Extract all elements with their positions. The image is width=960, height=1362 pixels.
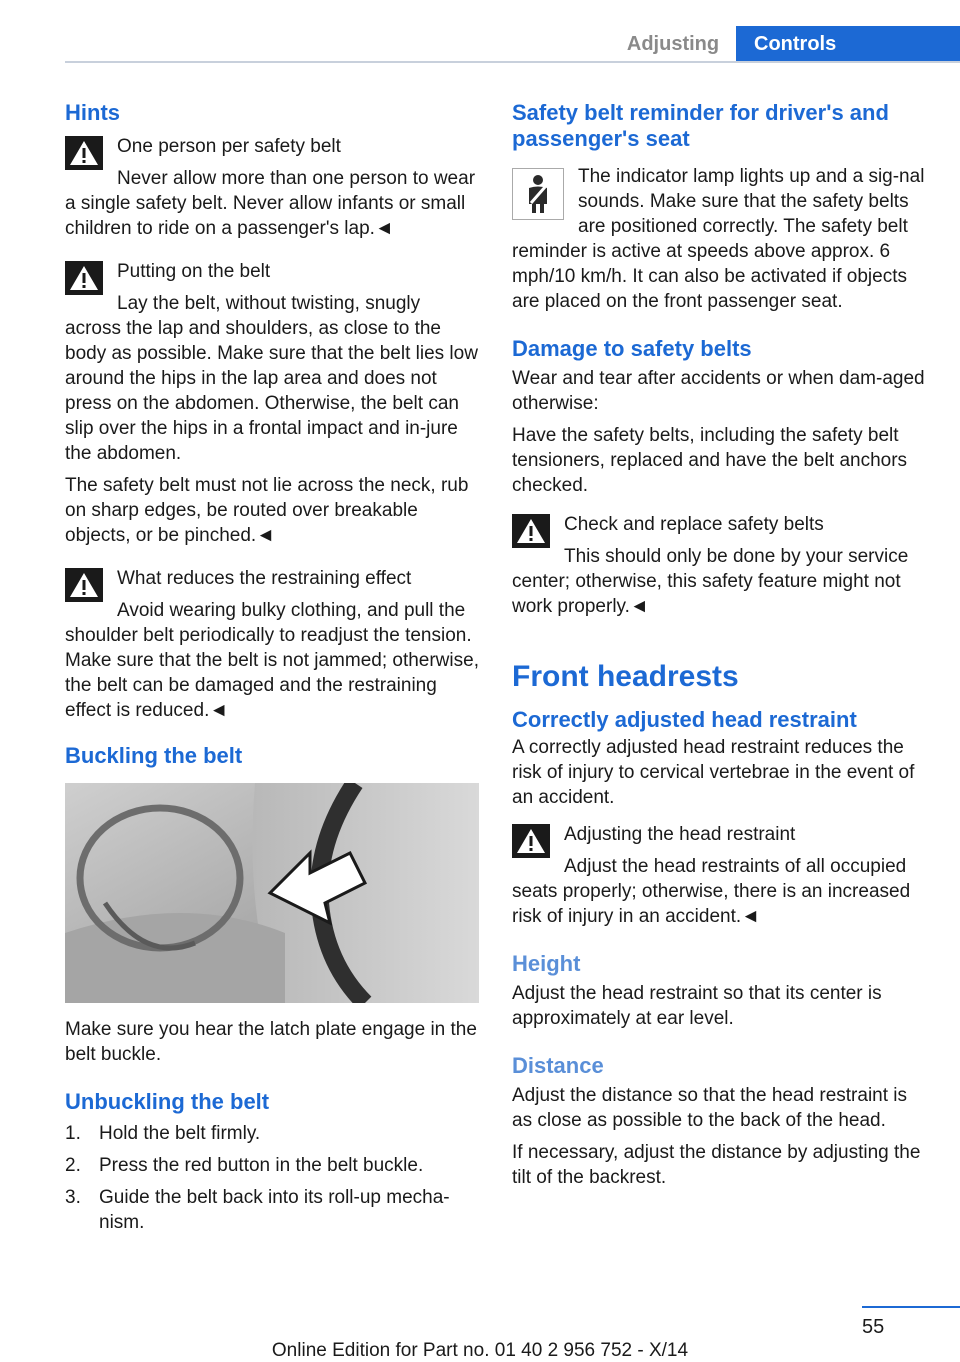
right-column [512, 100, 928, 1190]
warning-text: Never allow more than one person to wear a single safety belt. Never allow infants or small children to ride on a passenger's lap.◄ [65, 168, 476, 239]
warning-text: This should only be done by your service center; otherwise, this safety feature might not work properly.◄ [512, 546, 909, 617]
height-text: Adjust the head restraint so that its center is approximately at ear level. [512, 983, 882, 1029]
warning-title: Putting on the belt [117, 261, 271, 282]
step-text: Hold the belt firmly. [99, 1123, 261, 1144]
seat-belt-photo [65, 783, 479, 1003]
unbuckling-steps [65, 1121, 479, 1235]
warning-triangle-icon [65, 136, 103, 170]
reminder-heading: Safety belt reminder for driver's and passenger's seat [512, 100, 889, 151]
list-item [65, 1153, 479, 1178]
seatbelt-indicator-icon [512, 168, 564, 220]
warning-text-continued: The safety belt must not lie across the neck, rub on sharp edges, be routed over breakable objects, or be pinched.◄ [65, 475, 469, 546]
warning-restraining-effect [65, 566, 479, 723]
edition-footer: Online Edition for Part no. 01 40 2 956 752 - X/14 [271, 1340, 689, 1361]
reminder-block [512, 164, 928, 314]
distance-heading: Distance [512, 1053, 604, 1078]
unbuckling-heading: Unbuckling the belt [65, 1089, 270, 1114]
reminder-text: The indicator lamp lights up and a sig‐nal sounds. Make sure that the safety belts are positioned correctly. The safety belt reminder is active at speeds above approx. 6 mph/10 km/h. It can also be activated if objects are placed on the front passenger seat. [512, 166, 925, 312]
warning-triangle-icon [65, 261, 103, 295]
step-number: 2. [65, 1155, 81, 1176]
step-text: Guide the belt back into its roll-up mecha‐nism. [99, 1187, 450, 1233]
footer-divider [862, 1306, 960, 1308]
warning-one-person [65, 134, 479, 241]
chapter-tab-controls[interactable]: Controls [736, 26, 960, 62]
warning-triangle-icon [512, 824, 550, 858]
buckling-heading: Buckling the belt [65, 743, 243, 768]
damage-text: Wear and tear after accidents or when dam‐aged otherwise: [512, 368, 925, 414]
step-number: 1. [65, 1123, 81, 1144]
left-column [65, 100, 479, 1242]
warning-adjusting-head-restraint [512, 822, 928, 929]
warning-text: Adjust the head restraints of all occupied seats properly; otherwise, there is an increased risk of injury in an accident.◄ [512, 856, 911, 927]
list-item [65, 1185, 479, 1235]
buckling-text: Make sure you hear the latch plate engage in the belt buckle. [65, 1019, 477, 1065]
distance-text-2: If necessary, adjust the distance by adjusting the tilt of the backrest. [512, 1142, 921, 1188]
page-number: 55 [862, 1316, 885, 1338]
warning-title: Check and replace safety belts [564, 514, 824, 535]
warning-title: What reduces the restraining effect [117, 568, 412, 589]
headrests-heading: Front headrests [512, 660, 739, 693]
step-text: Press the red button in the belt buckle. [99, 1155, 424, 1176]
damage-text-2: Have the safety belts, including the safety belt tensioners, replaced and have the belt anchors checked. [512, 425, 908, 496]
warning-title: One person per safety belt [117, 136, 341, 157]
header-divider [65, 61, 960, 63]
section-tab-adjusting[interactable]: Adjusting [626, 32, 720, 55]
height-heading: Height [512, 951, 581, 976]
warning-triangle-icon [65, 568, 103, 602]
warning-triangle-icon [512, 514, 550, 548]
correct-heading: Correctly adjusted head restraint [512, 707, 857, 732]
warning-title: Adjusting the head restraint [564, 824, 796, 845]
correct-text: A correctly adjusted head restraint reduces the risk of injury to cervical vertebrae in the event of an accident. [512, 737, 915, 808]
warning-putting-on-belt [65, 259, 479, 548]
step-number: 3. [65, 1187, 81, 1208]
damage-heading: Damage to safety belts [512, 336, 752, 361]
list-item [65, 1121, 479, 1146]
warning-text: Avoid wearing bulky clothing, and pull the shoulder belt periodically to readjust the tension. Make sure that the belt is not jammed; otherwise, the belt can be damaged and the restraining effect is reduced.◄ [65, 600, 479, 721]
distance-text: Adjust the distance so that the head restraint is as close as possible to the back of the head. [512, 1085, 908, 1131]
hints-heading: Hints [65, 100, 120, 125]
warning-text: Lay the belt, without twisting, snugly across the lap and shoulders, as close to the body as possible. Make sure that the belt lies low around the hips in the lap area and does not press on the abdomen. Otherwise, the belt can slip over the hips in a frontal impact and in‐jure the abdomen. [65, 293, 478, 464]
warning-check-replace [512, 512, 928, 619]
